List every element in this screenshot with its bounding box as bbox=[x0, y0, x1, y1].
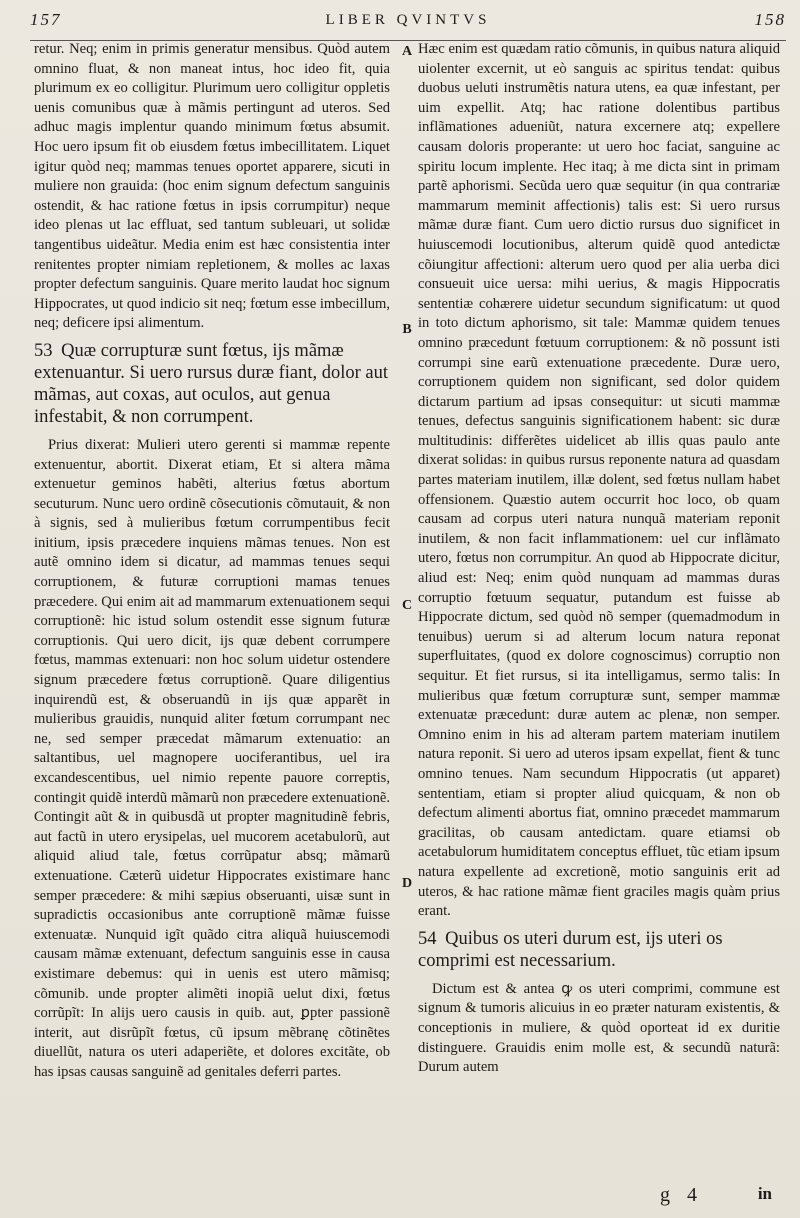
aphorism-53 bbox=[34, 340, 390, 428]
page-number-left: 157 bbox=[30, 10, 62, 29]
aphorism-text: Quibus os uteri durum est, ijs uteri os comprimi est necessarium. bbox=[418, 928, 723, 971]
left-paragraph-2: Prius dixerat: Mulieri utero gerenti si mammæ repente extenuentur, abortit. Dixerat etiam, Et si altera mãma extenuetur geminos habẽti, alterius fœtus abortum secuturum. Nunc uero ordinẽ cõsecutionis cõmutauit, & non à signis, sed à mulieribus fœtum corrumpentibus fecit initium, ipsis præcedere inquiens mãmas tenues. Non est autẽ omnino idem si dicatur, ad mammas tenues sequi corruptionem, & futuræ corruptioni mamas tenues præcedere. Qui enim ait ad mammarum extenuationem sequi corruptionẽ: hic istud solum ostendit esse signum futuræ corruptionis. Qui uero dicit, ijs quæ debent corrumpere fœtus, mammas extenuari: non hoc solum uidetur ostendere signum præcedere fœtus corruptionẽ. Quare diligentius inquirendũ est, & obseruandũ in ijs quæ apparẽt in mulieribus grauidis, nunquid aliter fœtum corrumpant nec ne, sed semper præcedat mãmarum extenuatio: an saltantibus, uel magnopere uociferantibus, uel ira excandescentibus, uel nimio repente pauore correptis, contingit quidẽ interdũ mãmarũ non præcedere extenuationẽ. Contingit aũt & in quibusdã ut propter magnitudinẽ febris, aut factũ in utero erysipelas, uel mucorem acetabulorũ, aut aliquid aliud tale, fœtus corrũpatur absq; mãmarũ extenuatione. Cæterũ uidetur Hippocrates existimare hanc semper præcedere: & mihi sæpius obseruanti, uisæ sunt in supradictis occasionibus ante corruptionẽ mãmæ fuisse extenuatæ. Nunquid igĩt quãdo citra aliquã huiuscemodi causam mãmæ extenuant, defectum sanguinis esse in causa existimare debemus: qui in uenis est utero mãmisq; cõmunib. unde propter alimẽti inopiã uelut dixi, fœtus corrũpĩt: In alijs uero causis in quib. aut, ꝑpter passionẽ interit, aut disrũpĩt fœtus, cũ ipsum mẽbranę cõtinẽtes diuellũt, natura os uteri adaperiẽte, et dolores excitãte, ob has ipsas causas sanguinẽ ad genitales deferri partes. bbox=[34, 436, 390, 1080]
page-header bbox=[30, 0, 786, 40]
right-paragraph-2: Dictum est & antea ꝙ os uteri comprimi, commune est signum & tumoris alicuius in eo præter naturam existentis, & conceptionis in muliere, & quòd oporteat id ex duritie distinguere. Grauidis enim molle est, & secundũ naturã: Durum autem bbox=[418, 980, 780, 1076]
catchword: in bbox=[757, 1184, 772, 1203]
margin-letter-b: B bbox=[402, 322, 412, 337]
right-column bbox=[418, 40, 780, 1170]
margin-letter-a: A bbox=[401, 44, 413, 59]
left-column bbox=[34, 40, 390, 1170]
page-number-right: 158 bbox=[754, 10, 786, 29]
aphorism-54 bbox=[418, 928, 780, 972]
margin-letter-c: C bbox=[401, 598, 413, 613]
margin-letter-d: D bbox=[401, 876, 413, 891]
running-title: LIBER QVINTVS bbox=[325, 11, 491, 28]
aphorism-number: 54 bbox=[418, 928, 437, 949]
aphorism-text: Quæ corrupturæ sunt fœtus, ijs mãmæ extenuantur. Si uero rursus duræ fiant, dolor aut mãmas, aut coxas, aut oculos, aut genua infestabit, & non corrumpent. bbox=[34, 340, 389, 427]
aphorism-number: 53 bbox=[34, 340, 53, 361]
left-paragraph-1: retur. Neq; enim in primis generatur mensibus. Quòd autem omnino fluat, & non maneat intus, hoc ideo fit, quia plurimum ex eo colligitur. Plurimum uero colligitur oppletis uenis comunibus quæ à mãmis pertingunt ad uteros. Sed adhuc magis implentur quando minimum fœtus absumit. Hoc uero ipsum fit ob eiusdem fœtus imbecillitatem. Liquet igitur quòd neq; mammas tenues oportet apparere, sicuti in muliere non grauida: (hoc enim signum defectum sanguinis ostendit, & hac ratione fœtus in ipsis corrumpitur) neque ideo plenas ut lac effluat, sed tantum subleuari, ut solidæ tangentibus uideãtur. Media enim est hæc consistentia inter renitentes propter nimiam repletionem, & molles ac laxas propter defectum sanguinis. Quare merito laudat hoc signum Hippocrates, ut quod indicio sit neq; fœtum esse imbecillum, neq; deficere ipsi alimentum. bbox=[34, 41, 390, 332]
right-paragraph-1: Hæc enim est quædam ratio cõmunis, in quibus natura aliquid uiolenter excernit, ut eò sanguis ac spiritus tendat: quibus duobus ueluti instrumẽtis natura utens, ea quæ infestant, per uim expellit. Atq; hac ratione dolentibus partibus inflãmationes adueniũt, natura excernere atq; expellere causam doloris properante: ut uero hoc faciat, sanguine ac spiritu locum implente. Hec itaq; à me dicta sint in primam partẽ aphorismi. Secũda uero quæ sequitur (in qua contrariæ mammarum meminit affectionis) talis est: Si uero rursus mãmæ duræ fiant. Cum uero dictio rursus duo significet in huiuscemodi locutionibus, alterum quidẽ quod antedictæ cõiungitur affectioni: alterum uero quod per alia uerba dici consueuit uice uersa: mihi uerius, & magis Hippocratis sententiæ cohærere uidetur secundum significatum: ut quod in toto dictum aphorismo, sit tale: Mammæ quidem tenues omnino præcedunt fœtuum corruptionem: & nõ possunt isti corrumpi sine earũ extenuatione præcedente. Duræ uero, corruptionem quidem non significant, sed dolor quidem dictarum partium ad ipsas consequitur: ut sicuti mammæ tenues, defectus sanguinis significationem habent: sic duræ multitudinis: differẽtes uidelicet ab illis quas paulo ante dixerat solidas: in quibus rursus reponente natura ad quasdam partes materiam inutilem, illæ dolent, sed fœtus nullam habet offensionem. Quæstio autem occurrit hoc loco, ob quam causam ad corpus uteri natura nunquã materiam reponit inutilem, & non facit inflammationem: uel cur inflãmato utero, fœtus non corrumpitur. An quod ab Hippocrate dicitur, aliud est: Neq; enim quòd nunquam ad mammas duras corruptio fœtuum sequatur, putandum est fuisse ab Hippocrate dictum, sed quòd nõ semper (quemadmodum in tenuibus) uerum si ad alterum locum natura reponat superfluitates, (quod ex dolore cognoscimus) corruptio non sequitur. Et fiet rursus, si ita intelligamus, sermo talis: In mulieribus quæ fœtum corrupturæ sunt, semper mammæ extenuatæ præcedunt: duræ autem ac plenæ, non semper. Omnino enim in his ad alteram partem materiam inutilem natura reponit. Si uero ad uteros ipsam expellat, fient & tunc omnino tenues. Nam secundum Hippocratis (ut apparet) sententiam, etiam si propter aliud quicquam, & non ob defectum alimenti abortus fiat, omnino præcedet mammarum gracilitas, ob causam antedictam. quare etiamsi ob acetabulorum humiditatem conceptus effluet, tũc etiam ipsum natura expellente ad excretionẽ, motio sanguinis erit ad uteros, & hac ratione mãmæ fient graciles magis quàm prius erant. bbox=[418, 41, 780, 920]
signature-mark: g 4 bbox=[660, 1184, 703, 1206]
page-footer bbox=[30, 1182, 786, 1212]
